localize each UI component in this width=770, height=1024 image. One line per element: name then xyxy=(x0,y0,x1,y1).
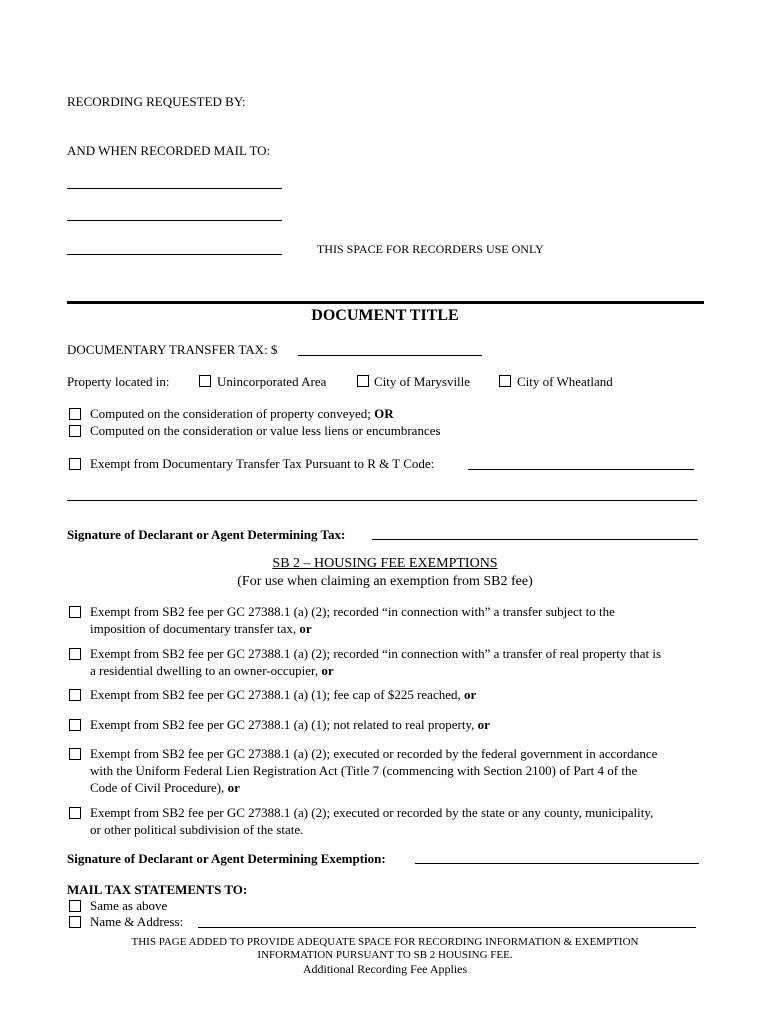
sb2-item-2-line-2 xyxy=(90,663,334,679)
exempt-rt-field[interactable] xyxy=(468,469,694,470)
checkbox-sb2-1[interactable] xyxy=(69,606,81,618)
sb2-item-1-line-2-text: imposition of documentary transfer tax, xyxy=(90,621,300,636)
transfer-tax-label: DOCUMENTARY TRANSFER TAX: $ xyxy=(67,342,278,357)
title-divider xyxy=(67,301,704,304)
checkbox-sb2-4[interactable] xyxy=(69,719,81,731)
sb2-item-1-line-2 xyxy=(90,621,312,637)
sb2-item-5-line-1: Exempt from SB2 fee per GC 27388.1 (a) (2); executed or recorded by the federal government in accordance xyxy=(90,746,658,761)
sb2-subtitle: (For use when claiming an exemption from SB2 fee) xyxy=(237,574,533,589)
checkbox-exempt-rt[interactable] xyxy=(69,458,81,470)
sb2-item-2-line-1: Exempt from SB2 fee per GC 27388.1 (a) (2); recorded “in connection with” a transfer of real property that is xyxy=(90,646,662,661)
sb2-item-5-line-2: with the Uniform Federal Lien Registration Act (Title 7 (commencing with Section 2100) of Part 4 of the xyxy=(90,763,638,778)
sb2-item-6-line-1: Exempt from SB2 fee per GC 27388.1 (a) (2); executed or recorded by the state or any county, municipality, xyxy=(90,805,654,820)
checkbox-computed-consideration[interactable] xyxy=(69,408,81,420)
sb2-item-4-text: Exempt from SB2 fee per GC 27388.1 (a) (1); not related to real property, xyxy=(90,717,478,732)
sb2-item-3-text: Exempt from SB2 fee per GC 27388.1 (a) (1); fee cap of $225 reached, xyxy=(90,687,464,702)
signature-exemption-field[interactable] xyxy=(415,863,699,864)
mail-to-line-2[interactable] xyxy=(67,220,282,221)
checkbox-sb2-5[interactable] xyxy=(69,748,81,760)
property-located-label: Property located in: xyxy=(67,374,170,389)
mail-to-label: AND WHEN RECORDED MAIL TO: xyxy=(67,143,271,158)
exempt-rt-label: Exempt from Documentary Transfer Tax Pursuant to R & T Code: xyxy=(90,456,435,471)
signature-exemption-label: Signature of Declarant or Agent Determining Exemption: xyxy=(67,851,386,866)
checkbox-unincorporated[interactable] xyxy=(199,375,211,387)
recorders-use-label: THIS SPACE FOR RECORDERS USE ONLY xyxy=(317,242,544,256)
sb2-title xyxy=(0,556,770,572)
computed-option-1 xyxy=(90,406,394,422)
signature-tax-field[interactable] xyxy=(372,539,698,540)
sb2-item-5-line-3 xyxy=(90,780,240,796)
recording-requested-label: RECORDING REQUESTED BY: xyxy=(67,94,246,109)
sb2-item-2-or: or xyxy=(321,663,334,678)
checkbox-same-as-above[interactable] xyxy=(69,900,81,912)
same-as-above-label: Same as above xyxy=(90,898,168,913)
option-unincorporated: Unincorporated Area xyxy=(217,374,327,389)
sb2-item-4-or: or xyxy=(477,717,490,732)
sb2-item-3-line-1 xyxy=(90,687,476,703)
option-marysville: City of Marysville xyxy=(374,374,471,389)
checkbox-name-address[interactable] xyxy=(69,916,81,928)
footer-line-1: THIS PAGE ADDED TO PROVIDE ADEQUATE SPACE FOR RECORDING INFORMATION & EXEMPTION xyxy=(131,936,639,948)
footer-line-2: INFORMATION PURSUANT TO SB 2 HOUSING FEE. xyxy=(257,949,513,961)
mail-to-line-1[interactable] xyxy=(67,188,282,189)
computed-option-2: Computed on the consideration or value less liens or encumbrances xyxy=(90,423,441,438)
sb2-item-4-line-1 xyxy=(90,717,490,733)
sb2-item-1-or: or xyxy=(299,621,312,636)
mail-tax-heading: MAIL TAX STATEMENTS TO: xyxy=(67,882,248,897)
name-address-label: Name & Address: xyxy=(90,914,184,929)
checkbox-sb2-2[interactable] xyxy=(69,648,81,660)
sb2-item-6-line-2: or other political subdivision of the state. xyxy=(90,822,304,837)
computed-option-1-text: Computed on the consideration of property conveyed; xyxy=(90,406,375,421)
exempt-rt-field-2[interactable] xyxy=(67,500,697,501)
sb2-item-5-line-3-text: Code of Civil Procedure), xyxy=(90,780,228,795)
name-address-field[interactable] xyxy=(198,927,696,928)
sb2-title-text: SB 2 – HOUSING FEE EXEMPTIONS xyxy=(272,556,498,571)
checkbox-computed-less-liens[interactable] xyxy=(69,425,81,437)
document-title: DOCUMENT TITLE xyxy=(311,307,459,324)
sb2-item-5-or: or xyxy=(227,780,240,795)
sb2-item-3-or: or xyxy=(463,687,477,702)
computed-or: OR xyxy=(374,406,394,421)
mail-to-line-3[interactable] xyxy=(67,254,282,255)
transfer-tax-field[interactable] xyxy=(298,355,482,356)
sb2-item-1-line-1: Exempt from SB2 fee per GC 27388.1 (a) (2); recorded “in connection with” a transfer subject to the xyxy=(90,604,615,619)
sb2-item-2-line-2-text: a residential dwelling to an owner-occupier, xyxy=(90,663,322,678)
checkbox-sb2-6[interactable] xyxy=(69,807,81,819)
option-wheatland: City of Wheatland xyxy=(517,374,613,389)
signature-tax-label: Signature of Declarant or Agent Determining Tax: xyxy=(67,527,346,542)
checkbox-wheatland[interactable] xyxy=(499,375,511,387)
checkbox-marysville[interactable] xyxy=(357,375,369,387)
footer-line-3: Additional Recording Fee Applies xyxy=(302,962,468,976)
checkbox-sb2-3[interactable] xyxy=(69,689,81,701)
